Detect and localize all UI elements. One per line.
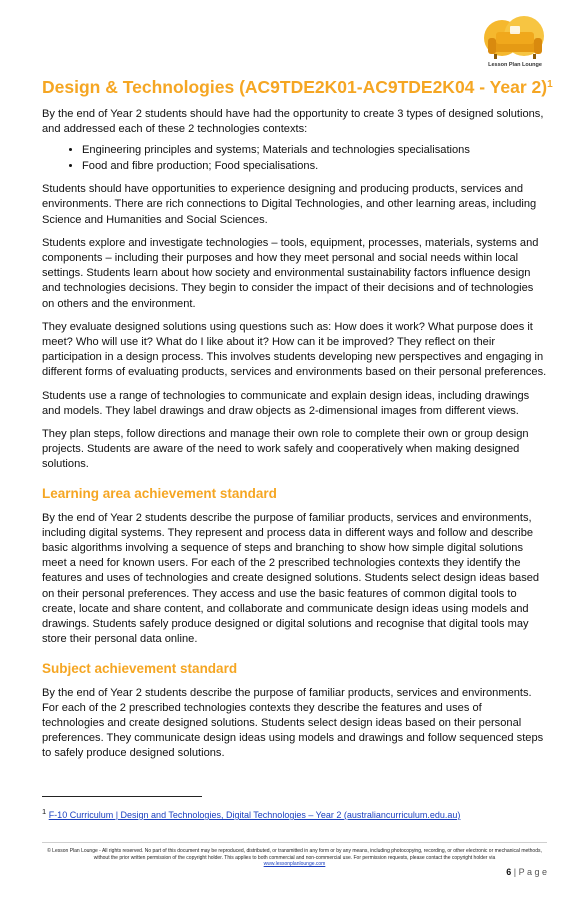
couch-icon [478,16,552,64]
intro-paragraph: By the end of Year 2 students should have had the opportunity to create 3 types of designed solutions, and addressed each of these 2 technologies contexts: [42,108,544,136]
page-title [42,76,553,98]
paragraph: Students should have opportunities to experience designing and producing products, services and environments. There are rich connections to Digital Technologies, and other learning areas, including Science and Humanities and Social Sciences. [42,183,537,226]
footnote-number: 1 [42,807,47,816]
footnote-ref[interactable]: 1 [547,79,553,90]
footnote-link[interactable]: F-10 Curriculum | Design and Technologies, Digital Technologies – Year 2 (australiancurriculum.edu.au) [48,810,461,820]
footnote [42,806,460,821]
page-number-value: 6 [506,867,512,877]
website-link[interactable]: www.lessonplanlounge.com [263,861,326,867]
copyright-text: © Lesson Plan Lounge - All rights reserved. No part of this document may be reproduced, distributed, or transmitted in any form or by any means, including photocopying, recording, or other electronic or mechanical methods, without the prior written permission of the copyright holder. This applies to both commercial and non-commercial use. For permission requests, please contact the copyright holder via [47,848,542,861]
footnote-divider [42,796,202,797]
title-text: Design & Technologies (AC9TDE2K01-AC9TDE2K04 - Year 2) [42,77,548,97]
paragraph: Students explore and investigate technologies – tools, equipment, processes, materials, systems and components – including their purposes and how they meet personal and social needs within local settings. Students learn about how society and environmental sustainability factors influence design and technologies decisions. They begin to consider the impact of their decisions and of technologies on others and the environment. [42,236,539,310]
subject-heading: Subject achievement standard [42,660,238,676]
learning-area-heading: Learning area achievement standard [42,485,277,501]
copyright-notice [42,848,547,868]
list-item: • Food and fibre production; Food specialisations. [82,159,547,174]
footer-divider [42,842,547,843]
contexts-list [42,143,547,174]
paragraph: Students use a range of technologies to communicate and explain design ideas, including drawings and models. They label drawings and draw objects as 2-dimensional images from different views. [42,389,530,417]
list-item: • Engineering principles and systems; Materials and technologies specialisations [82,143,547,158]
paragraph: They evaluate designed solutions using questions such as: How does it work? What purpose does it meet? Who will use it? What do I like about it? How can it be improved? They reflect on their participation in a design process. This involves students developing new perspectives and engaging in different forms of evaluating products, services and environments based on their personal preferences. [42,320,547,379]
main-content [42,76,553,762]
subject-paragraph: By the end of Year 2 students describe the purpose of familiar products, services and environments. For each of the 2 prescribed technologies contexts they describe the features and uses of technologies and create designed solutions. Students select design ideas based on their personal preferences. They communicate design ideas using models and drawings and follow sequenced steps to safely produce designed solutions. [42,686,544,760]
lesson-plan-lounge-logo [478,16,552,76]
page-label: P a g e [518,867,547,877]
paragraph: They plan steps, follow directions and manage their own role to complete their own or group design projects. Students are aware of the need to work safely and cooperatively when making designed solutions. [42,428,529,471]
logo-text: Lesson Plan Lounge [488,62,542,68]
page-number: 6 | P a g e [506,867,547,877]
learning-area-paragraph: By the end of Year 2 students describe the purpose of familiar products, services and environments, including digital systems. They represent and process data in different ways and follow and describe basic algorithms involving a sequence of steps and branching to show how simple digital solutions meet a need for known users. For each of the 2 prescribed technologies contexts they identify the features and uses of technologies and create designed solutions. Students select design ideas based on their personal preferences. They access and use the basic features of common digital tools to create, locate and share content, and collaborate and communicate design ideas using models and drawings. Students safely produce designed or digital solutions and recognise that digital tools may store their personal data online. [42,511,540,646]
